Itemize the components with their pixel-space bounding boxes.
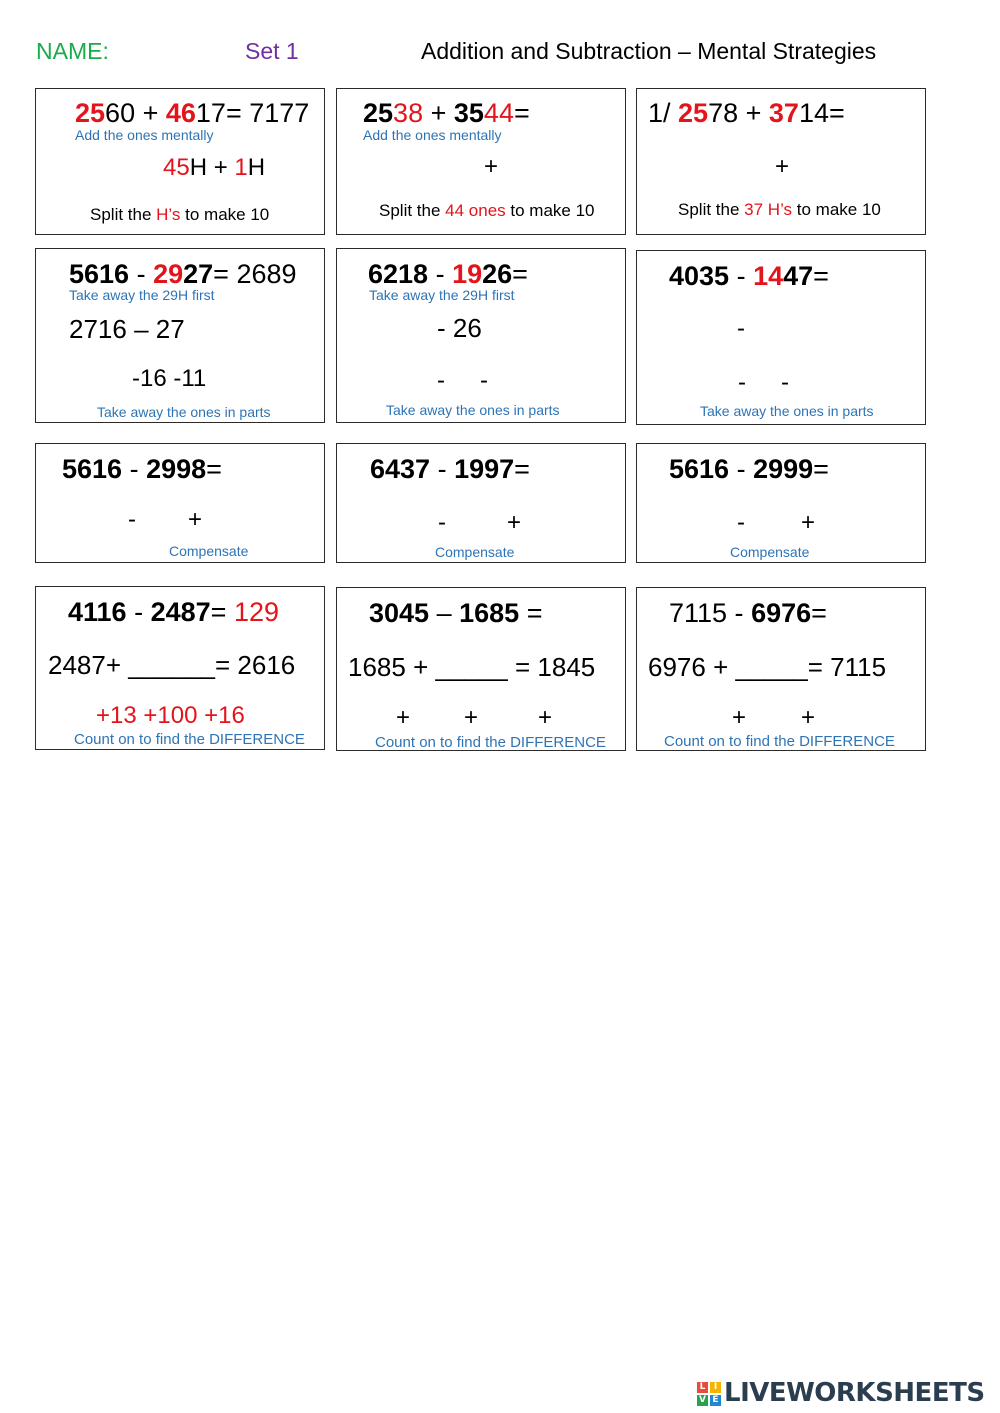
card-10-equation <box>68 599 279 626</box>
eq-part: = <box>519 598 543 628</box>
card-4-working-1: 2716 – 27 <box>69 314 185 344</box>
eq-part: 25 <box>363 98 394 128</box>
eq-part: 29 <box>153 259 184 289</box>
eq-part: = 2689 <box>213 259 297 289</box>
card-8-plus: + <box>507 509 522 536</box>
working-part: H + <box>189 154 235 181</box>
card-7-equation <box>62 456 222 483</box>
eq-part: 14 <box>753 261 784 291</box>
card-2-equation <box>363 100 530 127</box>
card-4-working-2: -16 -11 <box>132 365 207 392</box>
eq-part: = <box>210 597 234 627</box>
strategy-part: H’s <box>156 205 181 224</box>
eq-part: 47 <box>783 261 814 291</box>
card-6-minus-a: - <box>738 369 746 396</box>
eq-part: 1685 <box>459 598 520 628</box>
eq-part: 4035 <box>669 261 730 291</box>
card-11-plus-c: + <box>538 704 553 731</box>
card-11-working-1: 1685 + _____ = 1845 <box>348 652 596 682</box>
card-7-minus: - <box>128 506 136 533</box>
card-11-plus-a: + <box>396 704 411 731</box>
eq-part: = <box>512 259 528 289</box>
eq-part: 17= 7177 <box>195 98 310 128</box>
set-label: Set 1 <box>245 38 299 64</box>
card-3-plus: + <box>775 153 790 180</box>
card-2-strategy <box>379 202 594 219</box>
eq-part: 6976 <box>751 598 812 628</box>
card-4-hint: Take away the 29H first <box>69 287 215 303</box>
card-6-equation <box>669 263 829 290</box>
card-4-equation <box>69 261 297 288</box>
card-12-plus-b: + <box>801 704 816 731</box>
eq-part: - <box>729 261 754 291</box>
name-label: NAME: <box>36 38 109 64</box>
eq-part: 78 + <box>708 98 769 128</box>
card-1-working <box>163 156 265 180</box>
strategy-part: to make 10 <box>505 201 595 220</box>
liveworksheets-logo-icon <box>697 1382 721 1406</box>
logo-tile-e: E <box>710 1395 721 1406</box>
card-3-equation <box>648 100 845 127</box>
eq-part: 1/ <box>648 98 679 128</box>
eq-part: 14= <box>798 98 845 128</box>
eq-part: - <box>428 259 453 289</box>
eq-part: 5616 <box>669 454 730 484</box>
strategy-part: 44 ones <box>445 201 506 220</box>
card-10-working-2: +13 +100 +16 <box>96 702 245 729</box>
card-9-plus: + <box>801 509 816 536</box>
eq-part: 26 <box>482 259 513 289</box>
working-part: 45 <box>163 154 190 181</box>
eq-part: 60 + <box>105 98 166 128</box>
eq-part: - <box>126 597 151 627</box>
card-12-strategy: Count on to find the DIFFERENCE <box>664 733 895 750</box>
eq-part: - <box>729 454 754 484</box>
card-1-hint: Add the ones mentally <box>75 127 214 143</box>
eq-part: 7115 - <box>669 598 752 628</box>
strategy-part: Split the <box>678 200 745 219</box>
eq-part: = <box>206 454 222 484</box>
eq-part: 2999 <box>753 454 814 484</box>
eq-part: 2998 <box>146 454 207 484</box>
eq-part: 1997 <box>454 454 515 484</box>
card-1-equation <box>75 100 309 127</box>
card-11-plus-b: + <box>464 704 479 731</box>
card-9-equation <box>669 456 829 483</box>
eq-part: + <box>423 98 454 128</box>
eq-part: = <box>513 98 530 128</box>
eq-part: 6218 <box>368 259 429 289</box>
card-10-working-1: 2487+ ______= 2616 <box>48 650 296 680</box>
eq-part: - <box>129 259 154 289</box>
eq-part: 5616 <box>62 454 123 484</box>
card-5-equation <box>368 261 528 288</box>
card-6-minus: - <box>737 315 745 342</box>
card-12-working-1: 6976 + _____= 7115 <box>648 652 887 682</box>
card-5-minus-a: - <box>437 367 445 394</box>
card-11-equation <box>369 600 542 627</box>
eq-part: 27 <box>183 259 214 289</box>
worksheet-title: Addition and Subtraction – Mental Strategies <box>421 38 877 64</box>
card-9-strategy: Compensate <box>730 544 810 560</box>
strategy-part: to make 10 <box>180 205 270 224</box>
card-2-hint: Add the ones mentally <box>363 127 502 143</box>
eq-part: 4116 <box>68 597 127 627</box>
eq-part: 46 <box>165 98 196 128</box>
eq-part: 3045 <box>369 598 430 628</box>
card-5-working-1: - 26 <box>437 313 482 343</box>
card-8-minus: - <box>438 509 446 536</box>
eq-part: = <box>813 261 829 291</box>
eq-part: - <box>122 454 147 484</box>
eq-part: 5616 <box>69 259 130 289</box>
card-5-hint: Take away the 29H first <box>369 287 515 303</box>
logo-tile-v: V <box>697 1395 708 1406</box>
card-5-minus-b: - <box>480 367 488 394</box>
eq-part: 38 <box>393 98 424 128</box>
eq-part: 25 <box>678 98 709 128</box>
card-8-strategy: Compensate <box>435 544 515 560</box>
eq-part: 2487 <box>150 597 211 627</box>
card-7-strategy: Compensate <box>169 543 249 559</box>
eq-part: 35 <box>453 98 484 128</box>
card-1-strategy <box>90 206 269 223</box>
eq-part: - <box>430 454 455 484</box>
liveworksheets-logo-text[interactable]: LIVEWORKSHEETS <box>724 1378 985 1408</box>
card-12-equation <box>669 600 827 627</box>
working-part: 1 <box>234 154 248 181</box>
strategy-part: to make 10 <box>792 200 881 219</box>
working-part: H <box>247 154 266 181</box>
eq-part: = <box>813 454 829 484</box>
card-10-strategy: Count on to find the DIFFERENCE <box>74 731 305 748</box>
card-8-equation <box>370 456 530 483</box>
card-6-strategy: Take away the ones in parts <box>700 403 874 419</box>
card-4-strategy: Take away the ones in parts <box>97 404 271 420</box>
card-5-strategy: Take away the ones in parts <box>386 402 560 418</box>
eq-part: 19 <box>452 259 483 289</box>
eq-part: = <box>811 598 827 628</box>
eq-part: 37 <box>768 98 799 128</box>
strategy-part: Split the <box>90 205 157 224</box>
strategy-part: 37 H’s <box>744 200 793 219</box>
eq-part: 129 <box>233 597 279 627</box>
strategy-part: Split the <box>379 201 446 220</box>
eq-part: – <box>429 598 460 628</box>
card-11-strategy: Count on to find the DIFFERENCE <box>375 734 606 751</box>
eq-part: 6437 <box>370 454 431 484</box>
card-2-plus: + <box>484 153 499 180</box>
card-9-minus: - <box>737 509 745 536</box>
card-6-minus-b: - <box>781 369 789 396</box>
logo-tile-i: I <box>710 1382 721 1393</box>
eq-part: 44 <box>483 98 514 128</box>
card-12-plus-a: + <box>732 704 747 731</box>
card-3-strategy <box>678 201 881 218</box>
card-7-plus: + <box>188 506 203 533</box>
eq-part: 25 <box>75 98 106 128</box>
logo-tile-l: L <box>697 1382 708 1393</box>
eq-part: = <box>514 454 530 484</box>
